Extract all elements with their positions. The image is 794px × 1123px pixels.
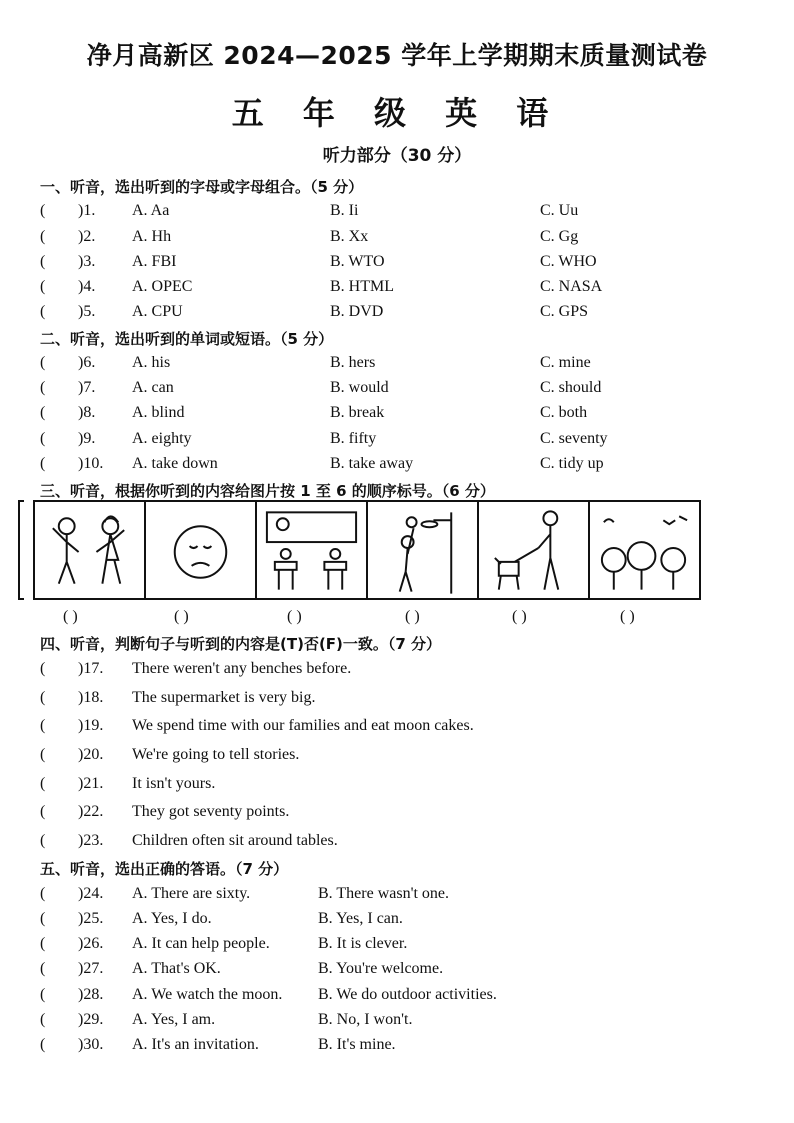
kids-exercising-icon: [35, 502, 146, 598]
option-b: B. take away: [330, 455, 414, 472]
option-a: A. We watch the moon.: [132, 986, 283, 1003]
option-c: C. Uu: [540, 202, 579, 219]
option-a: A. Yes, I am.: [132, 1011, 216, 1028]
statement: They got seventy points.: [132, 803, 290, 820]
option-a: A. his: [132, 354, 171, 371]
statement: Children often sit around tables.: [132, 832, 338, 849]
answer-paren[interactable]: (: [40, 278, 46, 295]
picture-strip: [33, 500, 701, 600]
answer-paren[interactable]: (: [40, 1036, 46, 1053]
question-number: )3.: [78, 253, 96, 270]
option-b: B. It is clever.: [318, 935, 408, 952]
answer-paren[interactable]: (: [40, 775, 46, 792]
question-row: [0, 253, 794, 275]
answer-paren[interactable]: (: [40, 717, 46, 734]
option-a: A. CPU: [132, 303, 183, 320]
picture-answer-paren[interactable]: ( ): [174, 608, 189, 625]
option-b: B. hers: [330, 354, 376, 371]
question-number: )22.: [78, 803, 104, 820]
option-b: B. fifty: [330, 430, 377, 447]
question-row: [0, 430, 794, 452]
section-3-title: 三、听音，根据你听到的内容给图片按 1 至 6 的顺序标号。（6 分）: [40, 482, 495, 500]
question-row: [0, 1036, 794, 1058]
question-row: [0, 660, 794, 682]
picture-answer-paren[interactable]: ( ): [620, 608, 635, 625]
question-number: )30.: [78, 1036, 104, 1053]
answer-paren[interactable]: (: [40, 746, 46, 763]
option-b: B. You're welcome.: [318, 960, 444, 977]
option-c: C. Gg: [540, 228, 579, 245]
option-b: B. Xx: [330, 228, 369, 245]
option-a: A. Aa: [132, 202, 170, 219]
question-number: )27.: [78, 960, 104, 977]
option-a: A. take down: [132, 455, 218, 472]
answer-paren[interactable]: (: [40, 303, 46, 320]
answer-paren[interactable]: (: [40, 885, 46, 902]
option-a: A. eighty: [132, 430, 192, 447]
answer-paren[interactable]: (: [40, 910, 46, 927]
option-a: A. Yes, I do.: [132, 910, 212, 927]
question-number: )10.: [78, 455, 104, 472]
option-c: C. tidy up: [540, 455, 604, 472]
question-row: [0, 689, 794, 711]
walking-dog-icon: [479, 502, 590, 598]
option-b: B. Ii: [330, 202, 359, 219]
option-c: C. should: [540, 379, 602, 396]
answer-paren[interactable]: (: [40, 404, 46, 421]
margin-bracket: [18, 500, 24, 600]
answer-paren[interactable]: (: [40, 253, 46, 270]
question-number: )8.: [78, 404, 96, 421]
statement: We spend time with our families and eat moon cakes.: [132, 717, 474, 734]
question-number: )1.: [78, 202, 96, 219]
picture-answer-paren[interactable]: ( ): [405, 608, 420, 625]
option-b: B. Yes, I can.: [318, 910, 403, 927]
question-row: [0, 379, 794, 401]
sad-face-icon: [146, 502, 257, 598]
question-number: )6.: [78, 354, 96, 371]
answer-paren[interactable]: (: [40, 803, 46, 820]
option-a: A. There are sixty.: [132, 885, 251, 902]
question-row: [0, 354, 794, 376]
question-number: )23.: [78, 832, 104, 849]
picture-answer-paren[interactable]: ( ): [63, 608, 78, 625]
option-a: A. It can help people.: [132, 935, 270, 952]
exam-subtitle: 五 年 级 英 语: [231, 94, 563, 132]
option-b: B. would: [330, 379, 389, 396]
question-row: [0, 746, 794, 768]
option-c: C. both: [540, 404, 588, 421]
option-b: B. DVD: [330, 303, 384, 320]
question-row: [0, 303, 794, 325]
answer-paren[interactable]: (: [40, 689, 46, 706]
option-c: C. mine: [540, 354, 591, 371]
answer-paren[interactable]: (: [40, 660, 46, 677]
option-b: B. HTML: [330, 278, 394, 295]
statement: It isn't yours.: [132, 775, 216, 792]
option-b: B. There wasn't one.: [318, 885, 449, 902]
statement: There weren't any benches before.: [132, 660, 352, 677]
question-number: )21.: [78, 775, 104, 792]
answer-paren[interactable]: (: [40, 430, 46, 447]
statement: We're going to tell stories.: [132, 746, 300, 763]
answer-paren[interactable]: (: [40, 960, 46, 977]
classroom-icon: [257, 502, 368, 598]
question-row: [0, 775, 794, 797]
option-c: C. seventy: [540, 430, 608, 447]
exam-title: 净月高新区 2024—2025 学年上学期期末质量测试卷: [86, 41, 708, 70]
question-row: [0, 228, 794, 250]
question-row: [0, 960, 794, 982]
question-row: [0, 404, 794, 426]
question-number: )19.: [78, 717, 104, 734]
question-row: [0, 202, 794, 224]
question-row: [0, 455, 794, 477]
option-a: A. OPEC: [132, 278, 193, 295]
option-b: B. It's mine.: [318, 1036, 396, 1053]
statement: The supermarket is very big.: [132, 689, 316, 706]
picture-answer-paren[interactable]: ( ): [512, 608, 527, 625]
answer-paren[interactable]: (: [40, 354, 46, 371]
answer-paren[interactable]: (: [40, 832, 46, 849]
option-c: C. GPS: [540, 303, 589, 320]
question-number: )18.: [78, 689, 104, 706]
question-row: [0, 832, 794, 854]
question-number: )5.: [78, 303, 96, 320]
question-number: )2.: [78, 228, 96, 245]
answer-paren[interactable]: (: [40, 935, 46, 952]
option-a: A. FBI: [132, 253, 177, 270]
question-number: )26.: [78, 935, 104, 952]
option-b: B. WTO: [330, 253, 385, 270]
picture-answer-paren[interactable]: ( ): [287, 608, 302, 625]
question-row: [0, 885, 794, 907]
answer-paren[interactable]: (: [40, 455, 46, 472]
option-b: B. break: [330, 404, 385, 421]
question-row: [0, 278, 794, 300]
question-row: [0, 910, 794, 932]
option-c: C. WHO: [540, 253, 597, 270]
option-a: A. blind: [132, 404, 185, 421]
answer-paren[interactable]: (: [40, 379, 46, 396]
question-number: )17.: [78, 660, 104, 677]
option-a: A. Hh: [132, 228, 172, 245]
section-2-title: 二、听音，选出听到的单词或短语。（5 分）: [40, 330, 334, 348]
question-row: [0, 803, 794, 825]
option-a: A. That's OK.: [132, 960, 221, 977]
option-a: A. can: [132, 379, 174, 396]
section-1-title: 一、听音，选出听到的字母或字母组合。（5 分）: [40, 178, 364, 196]
question-number: )24.: [78, 885, 104, 902]
option-b: B. No, I won't.: [318, 1011, 413, 1028]
question-number: )7.: [78, 379, 96, 396]
question-row: [0, 1011, 794, 1033]
question-row: [0, 986, 794, 1008]
question-number: )25.: [78, 910, 104, 927]
question-row: [0, 717, 794, 739]
section-5-title: 五、听音，选出正确的答语。（7 分）: [40, 860, 289, 878]
basketball-icon: [368, 502, 479, 598]
answer-paren[interactable]: (: [40, 1011, 46, 1028]
question-number: )29.: [78, 1011, 104, 1028]
question-number: )4.: [78, 278, 96, 295]
option-a: A. It's an invitation.: [132, 1036, 259, 1053]
question-row: [0, 935, 794, 957]
answer-paren[interactable]: (: [40, 202, 46, 219]
option-b: B. We do outdoor activities.: [318, 986, 497, 1003]
park-trees-icon: [590, 502, 699, 598]
question-number: )20.: [78, 746, 104, 763]
answer-paren[interactable]: (: [40, 986, 46, 1003]
question-number: )28.: [78, 986, 104, 1003]
section-4-title: 四、听音，判断句子与听到的内容是(T)否(F)一致。（7 分）: [40, 635, 442, 653]
part-title: 听力部分（30 分）: [322, 146, 472, 166]
option-c: C. NASA: [540, 278, 603, 295]
question-number: )9.: [78, 430, 96, 447]
answer-paren[interactable]: (: [40, 228, 46, 245]
